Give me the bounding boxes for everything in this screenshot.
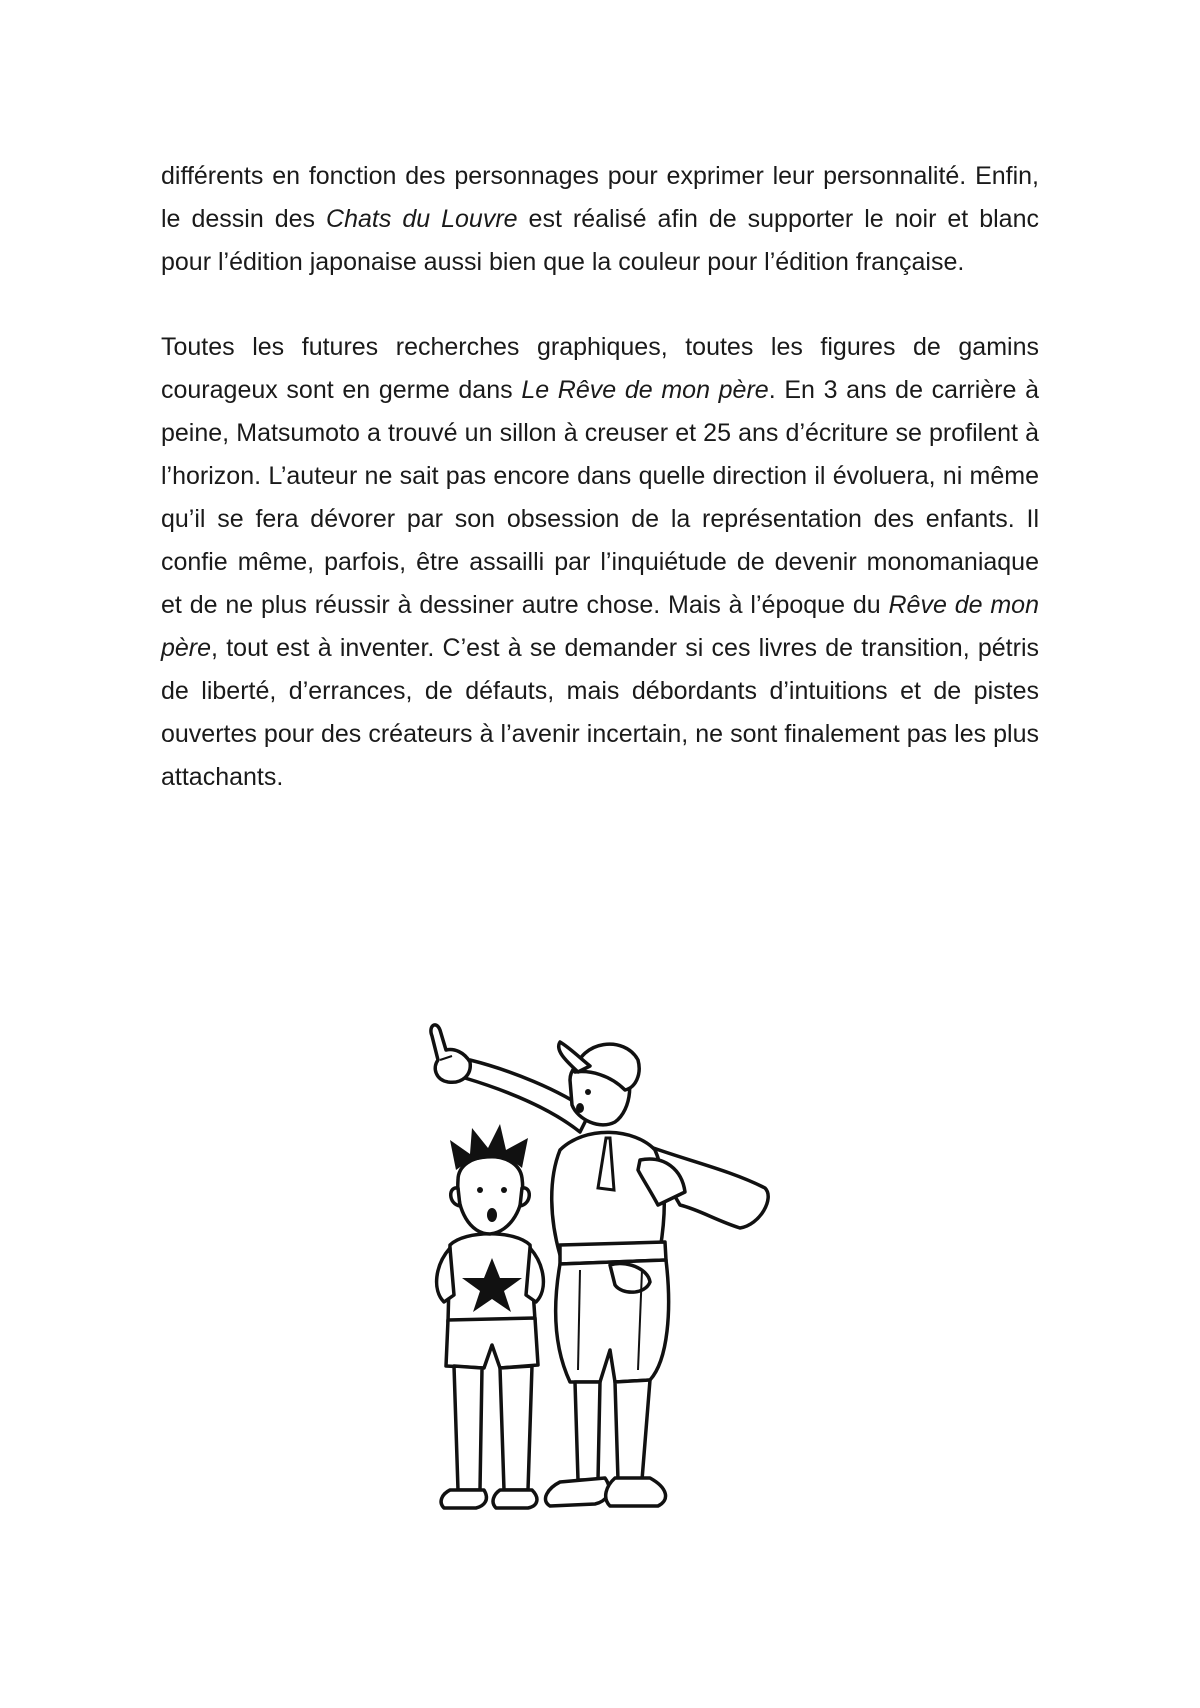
italic-book-title: Rêve de mon père: [161, 591, 1039, 662]
text-segment: Toutes les futures recherches graphiques, toutes les figures de gamins courageux sont en germe dans: [161, 333, 1039, 404]
text-segment: , tout est à inventer. C’est à se demander si ces livres de transition, pétris de liberté, d’errances, de défauts, mais débordants d’intuitions et de pistes ouvertes pour des créateurs à l’avenir incertain, ne sont finalement pas les plus attachants.: [161, 634, 1039, 791]
small-boy-eye: [477, 1187, 483, 1193]
big-boy-left-shoe: [545, 1478, 609, 1506]
small-boy-arm-right: [526, 1248, 543, 1302]
two-boys-drawing: [410, 1020, 810, 1550]
text-segment: différents en fonction des personnages pour exprimer leur personnalité. Enfin, le dessin des: [161, 162, 1039, 233]
italic-book-title: Chats du Louvre: [326, 205, 518, 233]
small-boy-left-shoe: [441, 1490, 486, 1508]
small-boy-right-leg: [500, 1366, 532, 1490]
small-boy-mouth: [487, 1208, 497, 1222]
body-paragraph-1: [161, 155, 1039, 284]
small-boy-ear-right: [520, 1188, 529, 1206]
small-boy-right-shoe: [493, 1490, 537, 1508]
small-boy-eye: [501, 1187, 507, 1193]
big-boy-right-leg: [615, 1380, 650, 1480]
manga-illustration: [410, 1020, 810, 1550]
paragraph-text: [161, 155, 1039, 284]
big-boy-right-shoe: [606, 1478, 666, 1506]
small-boy-ear-left: [451, 1188, 460, 1206]
big-boy-eye: [585, 1089, 591, 1095]
small-boy-left-leg: [454, 1366, 482, 1490]
text-segment: est réalisé afin de supporter le noir et blanc pour l’édition japonaise aussi bien que la couleur pour l’édition française.: [161, 205, 1039, 276]
text-segment: . En 3 ans de carrière à peine, Matsumoto a trouvé un sillon à creuser et 25 ans d’écriture se profilent à l’horizon. L’auteur ne sait pas encore dans quelle direction il évoluera, ni même qu’il se fera dévorer par son obsession de la représentation des enfants. Il confie même, parfois, être assailli par l’inquiétude de devenir monomaniaque et de ne plus réussir à dessiner autre chose. Mais à l’époque du: [161, 376, 1039, 619]
body-paragraph-2: [161, 326, 1039, 799]
big-boy-mouth: [576, 1103, 584, 1113]
small-boy-shorts: [446, 1318, 538, 1368]
pointing-hand: [431, 1025, 470, 1082]
paragraph-text: [161, 326, 1039, 799]
big-boy-left-leg: [575, 1382, 600, 1480]
small-boy-head: [458, 1156, 523, 1234]
italic-book-title: Le Rêve de mon père: [521, 376, 769, 404]
small-boy-arm-left: [437, 1248, 454, 1302]
